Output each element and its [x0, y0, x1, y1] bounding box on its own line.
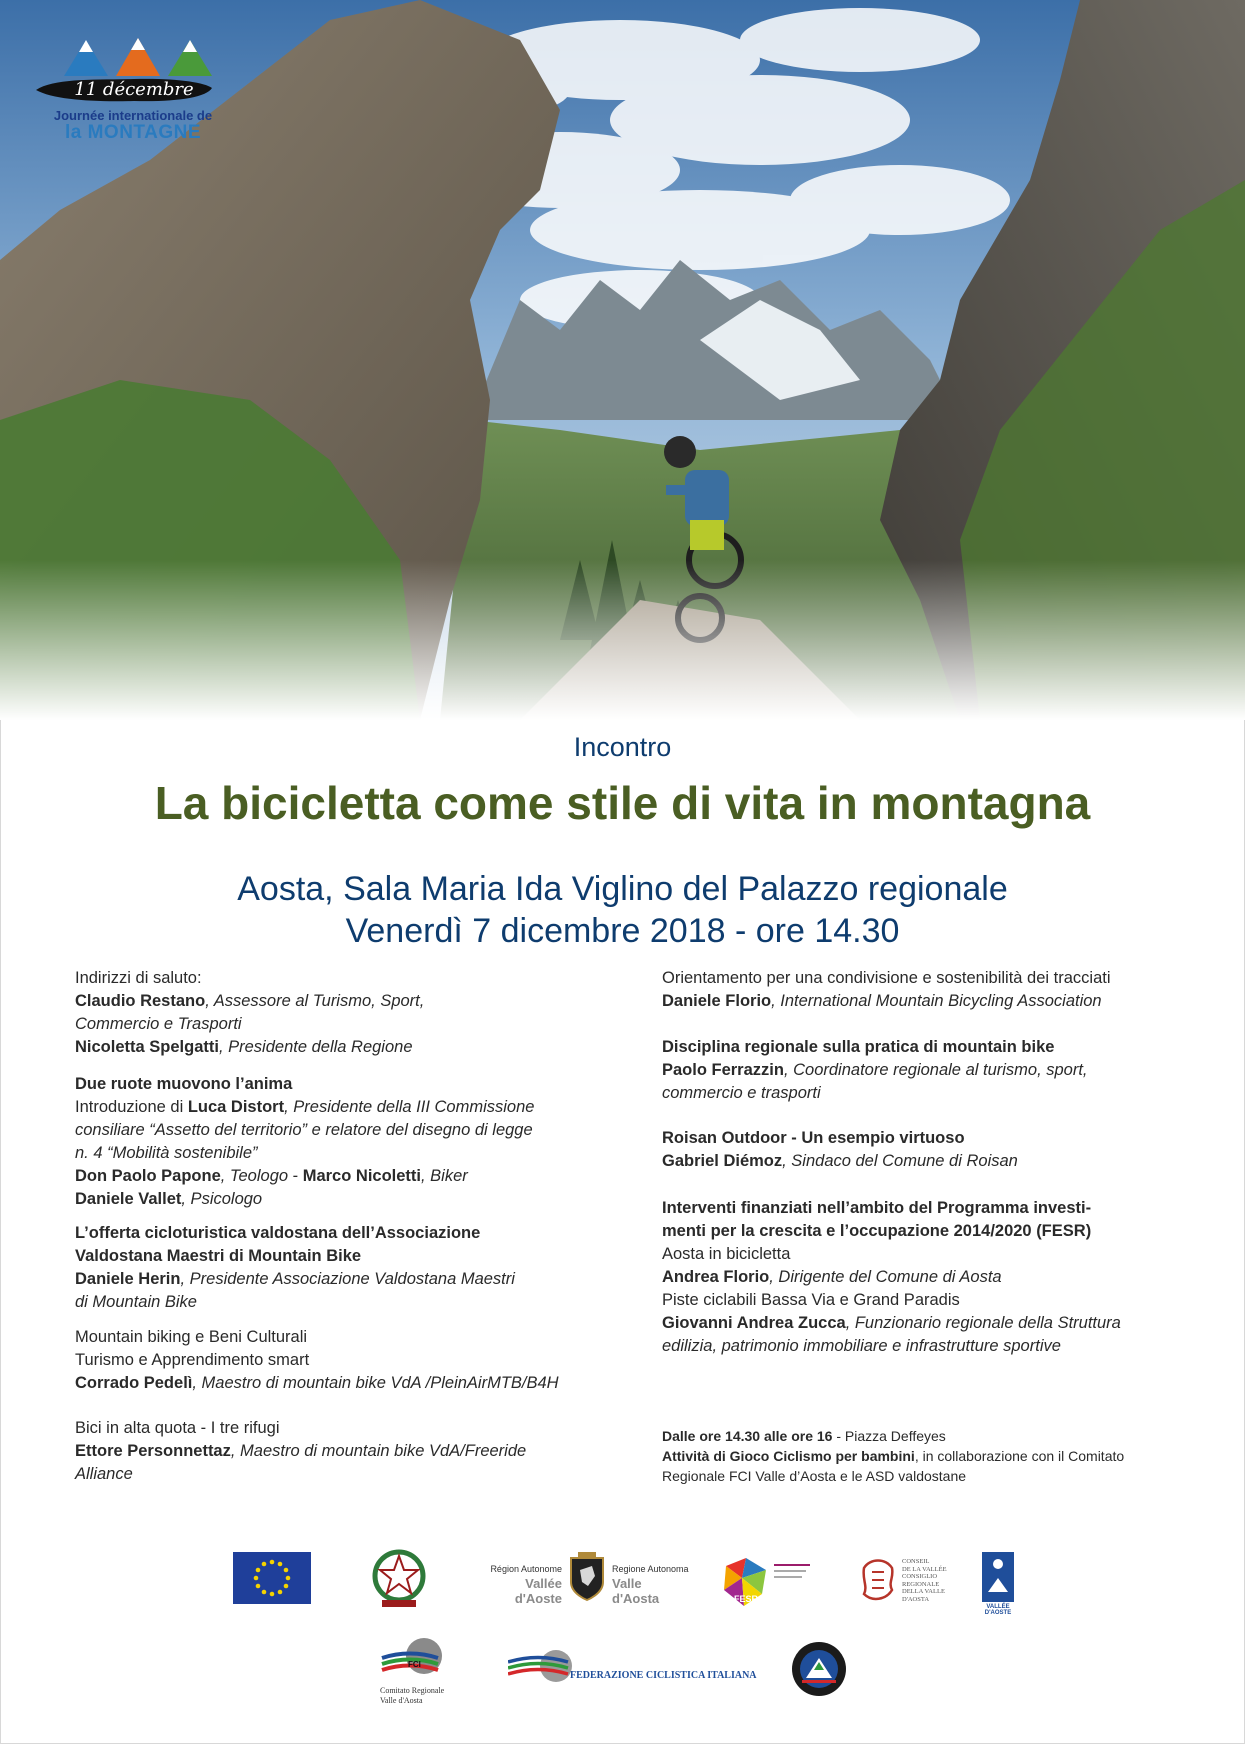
section-heading: Due ruote muovono l’anima: [75, 1075, 293, 1093]
event-kicker: Incontro: [573, 732, 672, 762]
topic-line: Mountain biking e Beni Culturali: [75, 1328, 308, 1346]
fesr-line: [774, 1570, 806, 1572]
speaker-name: Nicoletta Spelgatti: [75, 1038, 219, 1056]
logo-line2: la MONTAGNE: [64, 122, 202, 143]
vda-badge-icon: [982, 1552, 1014, 1602]
speaker-name: Corrado Pedelì: [75, 1374, 193, 1392]
intro-prefix: Introduzione di: [75, 1098, 188, 1116]
section-heading: L’offerta cicloturistica valdostana dell’Associazione: [75, 1224, 481, 1242]
fci-comitato-text: [380, 1686, 444, 1706]
activity-title: Attività di Gioco Ciclismo per bambini: [662, 1448, 915, 1464]
section-beni-culturali: [75, 1326, 595, 1395]
section-offerta-cicloturistica: [75, 1222, 595, 1314]
region-it-name: Valle d'Aosta: [612, 1576, 660, 1606]
vda-tourism-logo: [982, 1552, 1014, 1614]
consiglio-regionale-logo: [858, 1556, 953, 1612]
mountain-peaks-icon: [64, 36, 214, 76]
section-heading: Valdostana Maestri di Mountain Bike: [75, 1247, 362, 1265]
section-alta-quota: [75, 1417, 595, 1486]
speaker-name: Claudio Restano: [75, 992, 206, 1010]
section-fesr: [662, 1197, 1182, 1358]
consiglio-line: D'AOSTA: [902, 1595, 930, 1603]
region-it-label: Regione Autonoma: [612, 1564, 689, 1574]
activity-place: - Piazza Deffeyes: [832, 1428, 946, 1444]
topic-line: Aosta in bicicletta: [662, 1245, 791, 1263]
consiglio-text: [902, 1558, 947, 1603]
separator: -: [288, 1167, 303, 1185]
fci-federazione-logo: [508, 1648, 768, 1688]
speaker-name: Daniele Florio: [662, 992, 772, 1010]
lion-outline-icon: [858, 1556, 898, 1604]
consiglio-line: REGIONALE: [902, 1580, 940, 1588]
section-greetings: [75, 967, 595, 1059]
journee-montagne-logo: [34, 36, 214, 146]
section-kids-activity: [662, 1426, 1182, 1486]
consiglio-line: DE LA VALLÉE: [902, 1565, 947, 1573]
eu-flag-logo: [233, 1552, 311, 1604]
speaker-role: Commercio e Trasporti: [75, 1015, 242, 1033]
section-heading: Roisan Outdoor - Un esempio virtuoso: [662, 1129, 965, 1147]
speaker-name: Daniele Vallet: [75, 1190, 182, 1208]
speaker-name: Paolo Ferrazzin: [662, 1061, 784, 1079]
logo-line1: Journée internationale de: [53, 108, 213, 123]
section-heading: Indirizzi di saluto:: [75, 969, 202, 987]
region-fr-label: Région Autonome: [490, 1564, 562, 1574]
section-orientamento: [662, 967, 1182, 1013]
speaker-role: , Assessore al Turismo, Sport,: [205, 992, 425, 1010]
speaker-role: , Presidente della III Commissione: [284, 1098, 535, 1116]
section-heading: Disciplina regionale sulla pratica di mountain bike: [662, 1038, 1055, 1056]
speaker-role: , Coordinatore regionale al turismo, sport,: [783, 1061, 1088, 1079]
logo-date: 11 décembre: [74, 79, 194, 100]
speaker-role: Alliance: [75, 1465, 133, 1483]
fci-swoosh-icon: [508, 1648, 572, 1684]
eu-flag-icon: [233, 1552, 311, 1604]
activity-detail: Regionale FCI Valle d’Aosta e le ASD valdostane: [662, 1468, 967, 1484]
consiglio-line: DELLA VALLE: [902, 1588, 945, 1595]
consiglio-line: CONSEIL: [902, 1558, 930, 1565]
speaker-role: , Biker: [421, 1167, 468, 1185]
fci-federazione-name: FEDERAZIONE CICLISTICA ITALIANA: [570, 1670, 757, 1681]
speaker-role: , Presidente Associazione Valdostana Maestri: [180, 1270, 515, 1288]
event-datetime: Venerdì 7 dicembre 2018 - ore 14.30: [345, 912, 900, 950]
speaker-name: Andrea Florio: [662, 1268, 770, 1286]
speaker-role: , Maestro di mountain bike VdA /PleinAirMTB/B4H: [192, 1374, 559, 1392]
section-heading: menti per la crescita e l’occupazione 2014/2020 (FESR): [662, 1222, 1092, 1240]
italian-republic-emblem: [370, 1546, 428, 1610]
fesr-label: FESR: [734, 1594, 759, 1604]
speaker-name: Marco Nicoletti: [302, 1167, 421, 1185]
topic-line: Piste ciclabili Bassa Via e Grand Paradis: [662, 1291, 960, 1309]
topic-line: Bici in alta quota - I tre rifugi: [75, 1419, 280, 1437]
fesr-logo: [722, 1556, 812, 1612]
vda-label: VALLÉE D'AOSTE: [984, 1604, 1012, 1616]
speaker-role: , Maestro di mountain bike VdA/Freeride: [230, 1442, 527, 1460]
speaker-role: edilizia, patrimonio immobiliare e infrastrutture sportive: [662, 1337, 1061, 1355]
speaker-role: , International Mountain Bicycling Association: [771, 992, 1102, 1010]
speaker-role: di Mountain Bike: [75, 1293, 197, 1311]
speaker-role: , Psicologo: [181, 1190, 263, 1208]
speaker-role: , Funzionario regionale della Struttura: [845, 1314, 1121, 1332]
section-roisan: [662, 1127, 1182, 1173]
speaker-role: consiliare “Assetto del territorio” e relatore del disegno di legge: [75, 1121, 533, 1139]
section-heading: Interventi finanziati nell’ambito del Programma investi-: [662, 1199, 1092, 1217]
speaker-name: Giovanni Andrea Zucca: [662, 1314, 846, 1332]
fci-swoosh-icon: [380, 1636, 444, 1682]
speaker-name: Ettore Personnettaz: [75, 1442, 231, 1460]
speaker-role: , Sindaco del Comune di Roisan: [782, 1152, 1018, 1170]
fesr-line: [774, 1564, 810, 1566]
region-fr-name: Vallée d'Aoste: [514, 1576, 562, 1606]
speaker-role: , Teologo: [220, 1167, 289, 1185]
region-vda-logo: [482, 1552, 692, 1610]
maestri-mtb-badge: [790, 1640, 848, 1698]
star-emblem-icon: [370, 1546, 428, 1610]
section-disciplina: [662, 1036, 1182, 1105]
fesr-line: [774, 1576, 802, 1578]
event-venue: Aosta, Sala Maria Ida Viglino del Palazzo regionale: [237, 870, 1008, 908]
speaker-name: Luca Distort: [187, 1098, 285, 1116]
lion-shield-icon: [568, 1552, 606, 1602]
topic-line: Turismo e Apprendimento smart: [75, 1351, 310, 1369]
activity-detail: , in collaborazione con il Comitato: [914, 1448, 1125, 1464]
speaker-role: , Dirigente del Comune di Aosta: [769, 1268, 1002, 1286]
topic-line: Orientamento per una condivisione e sostenibilità dei tracciati: [662, 969, 1111, 987]
speaker-name: Daniele Herin: [75, 1270, 181, 1288]
fci-label: FCI: [408, 1660, 421, 1669]
section-due-ruote: [75, 1073, 595, 1211]
round-badge-icon: [790, 1640, 848, 1698]
fci-comitato-line: Valle d'Aosta: [380, 1696, 423, 1705]
speaker-name: Gabriel Diémoz: [662, 1152, 783, 1170]
event-title: La bicicletta come stile di vita in montagna: [154, 777, 1091, 829]
speaker-role: , Presidente della Regione: [218, 1038, 413, 1056]
speaker-role: commercio e trasporti: [662, 1084, 821, 1102]
activity-time: Dalle ore 14.30 alle ore 16: [662, 1428, 833, 1444]
speaker-role: n. 4 “Mobilità sostenibile”: [75, 1144, 258, 1162]
consiglio-line: CONSIGLIO: [902, 1573, 938, 1580]
fci-comitato-line: Comitato Regionale: [380, 1686, 445, 1695]
speaker-name: Don Paolo Papone: [75, 1167, 221, 1185]
fci-comitato-logo: [380, 1636, 460, 1714]
